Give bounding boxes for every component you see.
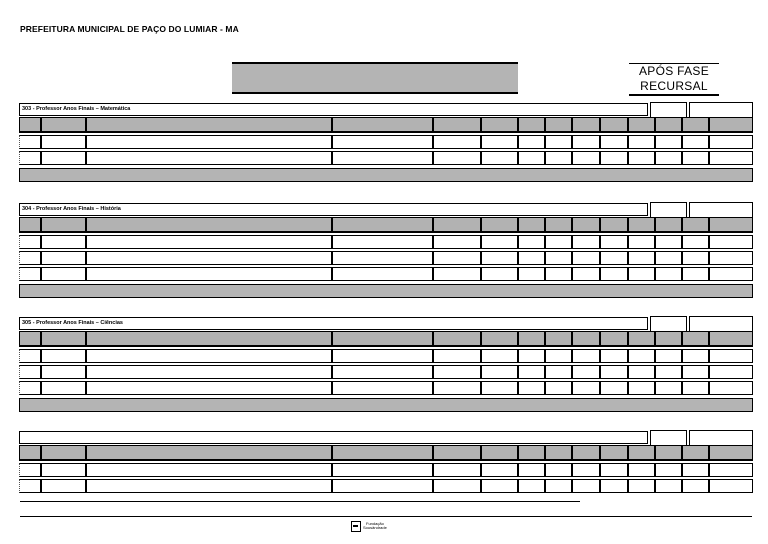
table-cell — [709, 135, 753, 149]
table-row — [19, 235, 753, 249]
table-cell — [41, 251, 86, 265]
table-header-cell — [572, 117, 600, 133]
table-header-cell — [19, 117, 41, 133]
table-cell — [628, 381, 655, 395]
table-cell — [19, 267, 41, 281]
table-cell — [481, 251, 518, 265]
table-header-cell — [481, 117, 518, 133]
table-header-cell — [655, 217, 682, 233]
table-cell — [545, 349, 572, 363]
table-cell — [518, 365, 545, 379]
table-cell — [19, 463, 41, 477]
section-result-box — [689, 102, 753, 117]
table-header-cell — [628, 117, 655, 133]
table-cell — [19, 135, 41, 149]
table-cell — [655, 135, 682, 149]
table-cell — [518, 381, 545, 395]
table-header-cell — [682, 217, 709, 233]
table-header-cell — [332, 117, 433, 133]
table-cell — [19, 235, 41, 249]
table-cell — [545, 267, 572, 281]
table-cell — [655, 479, 682, 493]
table-header-cell — [545, 331, 572, 347]
table-header-cell — [545, 445, 572, 461]
table-cell — [600, 479, 628, 493]
table-cell — [481, 267, 518, 281]
footer-divider — [20, 516, 752, 517]
section-score-box — [650, 202, 687, 217]
table-cell — [655, 381, 682, 395]
table-cell — [545, 479, 572, 493]
table-cell — [682, 381, 709, 395]
table-cell — [433, 151, 481, 165]
table-cell — [572, 365, 600, 379]
table-cell — [545, 251, 572, 265]
table-header-cell — [572, 445, 600, 461]
table-cell — [518, 151, 545, 165]
table-cell — [41, 381, 86, 395]
table-header-cell — [655, 445, 682, 461]
section-score-box — [650, 102, 687, 117]
table-header-cell — [41, 217, 86, 233]
table-cell — [655, 463, 682, 477]
table-header-cell — [628, 331, 655, 347]
table-header-cell — [545, 217, 572, 233]
table-cell — [41, 151, 86, 165]
phase-label — [629, 63, 719, 96]
table-cell — [332, 463, 433, 477]
table-header-cell — [86, 117, 332, 133]
table-cell — [628, 235, 655, 249]
table-header-cell — [518, 331, 545, 347]
table-cell — [86, 365, 332, 379]
results-table — [19, 117, 753, 165]
table-cell — [682, 479, 709, 493]
results-table — [19, 445, 753, 493]
foundation-logo-icon — [351, 521, 361, 532]
table-cell — [41, 479, 86, 493]
table-cell — [86, 479, 332, 493]
table-header-cell — [41, 117, 86, 133]
table-cell — [709, 479, 753, 493]
table-header-cell — [481, 331, 518, 347]
section-result-box — [689, 316, 753, 331]
table-cell — [518, 251, 545, 265]
table-cell — [19, 251, 41, 265]
table-header-cell — [332, 445, 433, 461]
table-cell — [545, 151, 572, 165]
table-cell — [545, 135, 572, 149]
table-cell — [332, 267, 433, 281]
table-cell — [433, 267, 481, 281]
table-cell — [682, 365, 709, 379]
table-cell — [709, 251, 753, 265]
table-header-cell — [518, 445, 545, 461]
page-title: PREFEITURA MUNICIPAL DE PAÇO DO LUMIAR - MA — [20, 24, 239, 34]
table-row — [19, 267, 753, 281]
table-cell — [682, 235, 709, 249]
table-header-cell — [709, 117, 753, 133]
footer-logo-line2: Sousândrade — [363, 525, 387, 530]
table-cell — [332, 365, 433, 379]
table-cell — [628, 349, 655, 363]
table-cell — [518, 135, 545, 149]
table-header-cell — [628, 217, 655, 233]
table-cell — [41, 349, 86, 363]
table-cell — [709, 365, 753, 379]
table-header-cell — [481, 445, 518, 461]
table-header-cell — [19, 331, 41, 347]
phase-label-line2: RECURSAL — [640, 79, 708, 93]
table-cell — [572, 135, 600, 149]
results-table — [19, 217, 753, 281]
table-cell — [682, 267, 709, 281]
table-cell — [628, 251, 655, 265]
table-cell — [19, 365, 41, 379]
table-cell — [433, 381, 481, 395]
table-cell — [433, 349, 481, 363]
table-cell — [86, 267, 332, 281]
section-3 — [19, 428, 753, 493]
table-cell — [481, 151, 518, 165]
table-cell — [19, 479, 41, 493]
table-header-row — [19, 217, 753, 233]
section-2 — [19, 314, 753, 412]
table-cell — [682, 349, 709, 363]
section-score-box — [650, 430, 687, 445]
table-cell — [41, 135, 86, 149]
phase-label-line1: APÓS FASE — [638, 64, 710, 78]
table-header-cell — [433, 445, 481, 461]
table-cell — [628, 151, 655, 165]
table-header-cell — [332, 217, 433, 233]
section-summary-bar — [19, 398, 753, 412]
table-cell — [86, 135, 332, 149]
table-header-cell — [86, 331, 332, 347]
table-header-cell — [709, 217, 753, 233]
table-row — [19, 251, 753, 265]
table-cell — [86, 463, 332, 477]
table-cell — [481, 381, 518, 395]
table-cell — [600, 235, 628, 249]
table-row — [19, 479, 753, 493]
table-cell — [572, 151, 600, 165]
table-header-cell — [600, 117, 628, 133]
table-cell — [433, 463, 481, 477]
table-header-row — [19, 331, 753, 347]
table-cell — [19, 381, 41, 395]
table-header-cell — [600, 217, 628, 233]
table-header-cell — [682, 117, 709, 133]
table-header-row — [19, 117, 753, 133]
table-header-cell — [600, 445, 628, 461]
table-cell — [19, 349, 41, 363]
table-cell — [86, 251, 332, 265]
table-cell — [86, 235, 332, 249]
table-cell — [682, 151, 709, 165]
table-cell — [628, 267, 655, 281]
section-header — [19, 100, 753, 117]
table-cell — [41, 267, 86, 281]
table-cell — [332, 479, 433, 493]
table-cell — [600, 267, 628, 281]
section-title — [19, 431, 648, 444]
table-cell — [655, 365, 682, 379]
table-header-cell — [433, 331, 481, 347]
table-cell — [600, 151, 628, 165]
table-cell — [572, 267, 600, 281]
table-cell — [628, 135, 655, 149]
table-row — [19, 365, 753, 379]
table-header-cell — [545, 117, 572, 133]
table-cell — [332, 235, 433, 249]
table-cell — [545, 365, 572, 379]
section-title: 305 - Professor Anos Finais – Ciências — [19, 317, 648, 330]
table-cell — [41, 463, 86, 477]
table-cell — [709, 235, 753, 249]
table-cell — [655, 251, 682, 265]
table-cell — [19, 151, 41, 165]
results-table — [19, 331, 753, 395]
section-title: 304 - Professor Anos Finais – História — [19, 203, 648, 216]
table-header-cell — [518, 217, 545, 233]
table-cell — [481, 463, 518, 477]
table-cell — [332, 151, 433, 165]
table-cell — [518, 267, 545, 281]
table-cell — [41, 235, 86, 249]
table-cell — [481, 349, 518, 363]
table-cell — [433, 479, 481, 493]
table-header-cell — [682, 331, 709, 347]
table-cell — [682, 135, 709, 149]
table-cell — [709, 381, 753, 395]
footer-divider-short — [20, 501, 580, 502]
table-row — [19, 463, 753, 477]
footer-logo-line1: Fundação — [366, 520, 384, 526]
table-cell — [682, 463, 709, 477]
table-cell — [572, 349, 600, 363]
table-cell — [433, 365, 481, 379]
table-cell — [481, 235, 518, 249]
table-cell — [572, 381, 600, 395]
table-cell — [86, 381, 332, 395]
table-cell — [545, 463, 572, 477]
table-header-cell — [600, 331, 628, 347]
section-header — [19, 314, 753, 331]
table-cell — [682, 251, 709, 265]
table-cell — [628, 463, 655, 477]
table-cell — [709, 267, 753, 281]
section-title: 303 - Professor Anos Finais – Matemática — [19, 103, 648, 116]
table-row — [19, 135, 753, 149]
table-header-cell — [655, 117, 682, 133]
table-cell — [518, 479, 545, 493]
table-cell — [628, 365, 655, 379]
section-header — [19, 200, 753, 217]
table-cell — [655, 267, 682, 281]
table-cell — [545, 235, 572, 249]
table-header-row — [19, 445, 753, 461]
table-cell — [600, 381, 628, 395]
table-header-cell — [655, 331, 682, 347]
section-score-box — [650, 316, 687, 331]
table-cell — [655, 151, 682, 165]
table-cell — [628, 479, 655, 493]
title-banner — [232, 62, 518, 94]
table-header-cell — [86, 445, 332, 461]
section-result-box — [689, 202, 753, 217]
table-cell — [655, 235, 682, 249]
table-cell — [41, 365, 86, 379]
table-header-cell — [628, 445, 655, 461]
table-header-cell — [41, 445, 86, 461]
table-cell — [481, 365, 518, 379]
table-cell — [332, 349, 433, 363]
table-cell — [572, 463, 600, 477]
footer-logo — [351, 520, 387, 532]
table-cell — [481, 479, 518, 493]
section-summary-bar — [19, 284, 753, 298]
table-cell — [600, 135, 628, 149]
table-header-cell — [41, 331, 86, 347]
table-cell — [572, 235, 600, 249]
table-cell — [433, 251, 481, 265]
section-1 — [19, 200, 753, 298]
table-cell — [332, 135, 433, 149]
table-header-cell — [86, 217, 332, 233]
table-header-cell — [19, 445, 41, 461]
table-cell — [655, 349, 682, 363]
table-cell — [433, 235, 481, 249]
table-header-cell — [709, 331, 753, 347]
table-cell — [572, 251, 600, 265]
table-header-cell — [518, 117, 545, 133]
table-cell — [481, 135, 518, 149]
table-header-cell — [19, 217, 41, 233]
table-header-cell — [481, 217, 518, 233]
table-cell — [600, 349, 628, 363]
section-header — [19, 428, 753, 445]
table-cell — [86, 349, 332, 363]
section-0 — [19, 100, 753, 182]
table-row — [19, 151, 753, 165]
table-header-cell — [332, 331, 433, 347]
table-row — [19, 381, 753, 395]
table-cell — [709, 349, 753, 363]
table-cell — [709, 463, 753, 477]
table-header-cell — [433, 217, 481, 233]
table-header-cell — [682, 445, 709, 461]
table-cell — [545, 381, 572, 395]
table-cell — [600, 463, 628, 477]
table-cell — [709, 151, 753, 165]
table-row — [19, 349, 753, 363]
table-cell — [600, 365, 628, 379]
table-cell — [572, 479, 600, 493]
table-cell — [518, 463, 545, 477]
table-cell — [86, 151, 332, 165]
table-cell — [332, 381, 433, 395]
table-header-cell — [572, 331, 600, 347]
table-header-cell — [433, 117, 481, 133]
footer-logo-text — [363, 522, 387, 531]
table-cell — [518, 235, 545, 249]
table-header-cell — [709, 445, 753, 461]
table-cell — [518, 349, 545, 363]
table-cell — [433, 135, 481, 149]
section-result-box — [689, 430, 753, 445]
table-cell — [332, 251, 433, 265]
table-header-cell — [572, 217, 600, 233]
section-summary-bar — [19, 168, 753, 182]
table-cell — [600, 251, 628, 265]
